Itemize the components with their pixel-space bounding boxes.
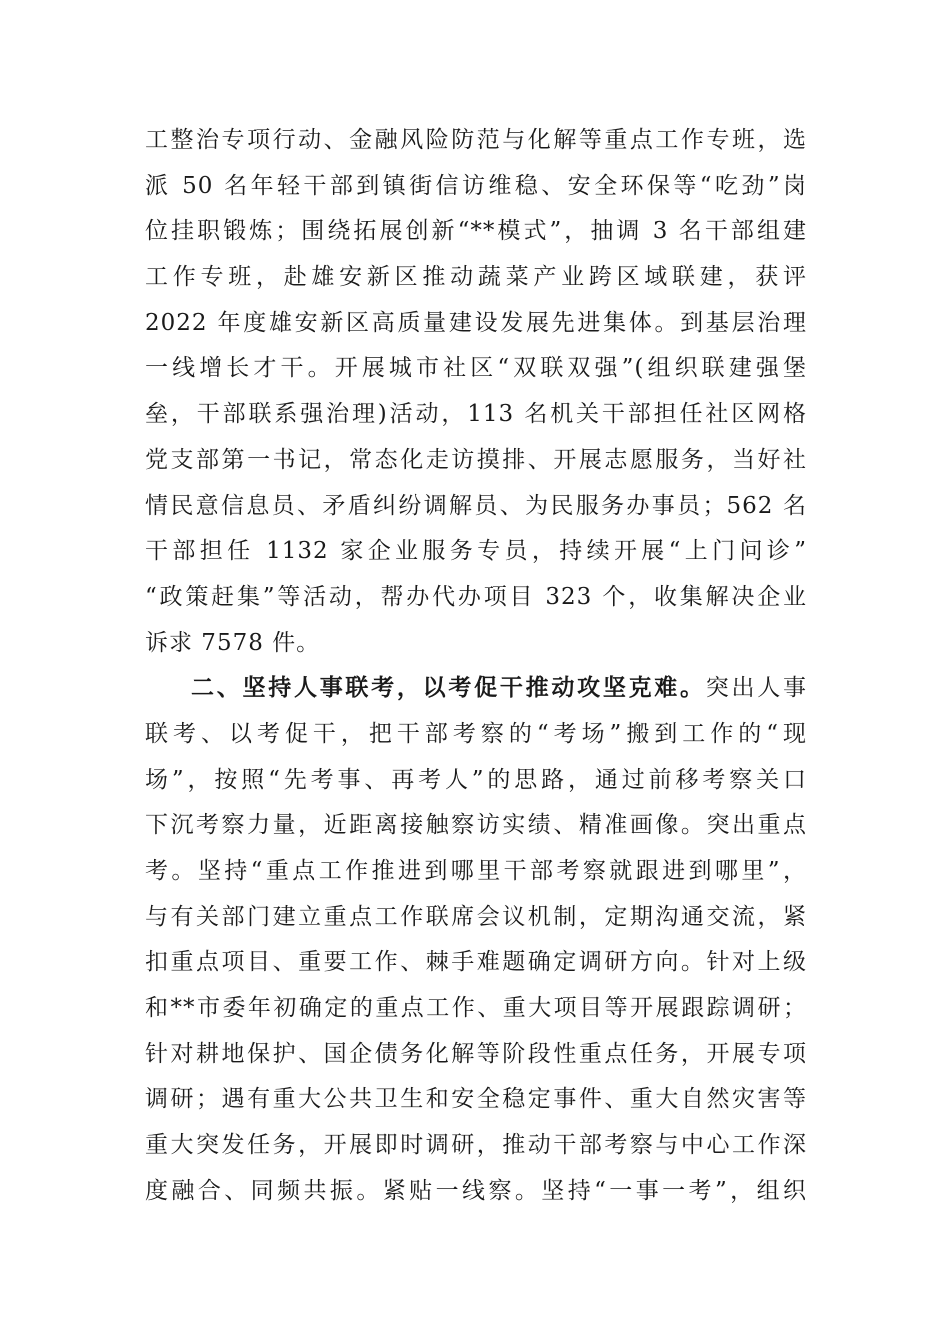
text-line: 诉求 7578 件。: [145, 629, 321, 656]
text-line: 下沉考察力量，近距离接触察访实绩、精准画像。突出重点: [145, 812, 807, 839]
text-line: 党支部第一书记，常态化走访摸排、开展志愿服务，当好社: [145, 446, 807, 473]
text-line: 和**市委年初确定的重点工作、重大项目等开展跟踪调研；: [145, 995, 807, 1022]
text-line-first: [145, 666, 807, 712]
text-line: 重大突发任务，开展即时调研，推动干部考察与中心工作深: [145, 1132, 807, 1159]
section-heading: 二、坚持人事联考，以考促干推动攻坚克难。: [191, 675, 706, 702]
text-line: 度融合、同频共振。紧贴一线察。坚持“一事一考”，组织: [145, 1177, 807, 1204]
text-line: 一线增长才干。开展城市社区“双联双强”(组织联建强堡: [145, 355, 807, 382]
text-line: “政策赶集”等活动，帮办代办项目 323 个，收集解决企业: [145, 583, 807, 610]
text-run: 突出人事: [705, 675, 808, 702]
text-line: 工作专班，赴雄安新区推动蔬菜产业跨区域联建，获评: [145, 264, 807, 291]
text-line: 2022 年度雄安新区高质量建设发展先进集体。到基层治理: [145, 309, 807, 336]
text-line: 垒，干部联系强治理)活动，113 名机关干部担任社区网格: [145, 401, 807, 428]
text-line: 针对耕地保护、国企债务化解等阶段性重点任务，开展专项: [145, 1040, 807, 1067]
paragraph-1: [145, 118, 807, 666]
text-line: 干部担任 1132 家企业服务专员，持续开展“上门问诊”: [145, 538, 807, 565]
paragraph-2: [145, 666, 807, 1214]
text-line: 位挂职锻炼；围绕拓展创新“**模式”，抽调 3 名干部组建: [145, 218, 807, 245]
text-line: 扣重点项目、重要工作、棘手难题确定调研方向。针对上级: [145, 949, 807, 976]
text-line: 场”，按照“先考事、再考人”的思路，通过前移考察关口: [145, 766, 807, 793]
text-line: 派 50 名年轻干部到镇街信访维稳、安全环保等“吃劲”岗: [145, 172, 807, 199]
text-line: 联考、以考促干，把干部考察的“考场”搬到工作的“现: [145, 720, 807, 747]
text-line: 调研；遇有重大公共卫生和安全稳定事件、重大自然灾害等: [145, 1086, 807, 1113]
text-line: 工整治专项行动、金融风险防范与化解等重点工作专班，选: [145, 127, 807, 153]
text-line: 情民意信息员、矛盾纠纷调解员、为民服务办事员；562 名: [145, 492, 807, 519]
text-line: 考。坚持“重点工作推进到哪里干部考察就跟进到哪里”，: [145, 858, 807, 884]
text-line: 与有关部门建立重点工作联席会议机制，定期沟通交流，紧: [145, 903, 807, 930]
body-text: [145, 118, 807, 1215]
